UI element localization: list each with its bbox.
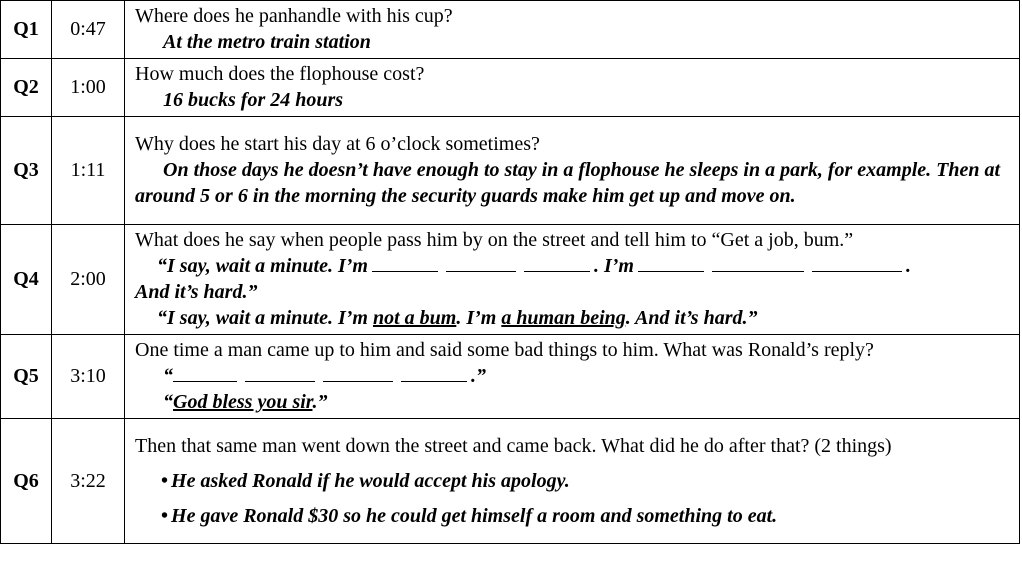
question-id: Q6 — [1, 419, 52, 544]
table-row — [1, 225, 1020, 335]
question-id: Q2 — [1, 59, 52, 117]
question-id: Q3 — [1, 117, 52, 225]
answer-part: “ — [163, 391, 173, 413]
table-row — [1, 117, 1020, 225]
question-cell — [125, 117, 1020, 225]
answer-blank — [401, 363, 467, 382]
answer-blank — [323, 363, 393, 382]
answer-text: On those days he doesn’t have enough to stay in a flophouse he sleeps in a park, for example. Then at around 5 or 6 in the morning the security guards make him get up and move on. — [135, 159, 1001, 207]
timestamp: 1:00 — [52, 59, 125, 117]
answer-blank — [372, 253, 438, 272]
question-cell — [125, 225, 1020, 335]
question-cell — [125, 419, 1020, 544]
question-cell — [125, 59, 1020, 117]
table-row — [1, 59, 1020, 117]
answer-text: 16 bucks for 24 hours — [163, 89, 344, 111]
fill-in-prompt — [135, 253, 1011, 279]
bullet-icon: • — [161, 504, 169, 527]
prompt-part: . I’m — [593, 255, 634, 277]
answer-blank — [524, 253, 590, 272]
question-id: Q1 — [1, 1, 52, 59]
prompt-part: “I say, wait a minute. I’m — [157, 255, 368, 277]
answer-bullet — [135, 503, 1011, 529]
answer-bullet — [135, 468, 1011, 494]
answer-blank — [245, 363, 315, 382]
timestamp: 2:00 — [52, 225, 125, 335]
question-text: What does he say when people pass him by on the street and tell him to “Get a job, bum.” — [135, 229, 854, 251]
question-text: Where does he panhandle with his cup? — [135, 5, 453, 27]
answer-underlined: not a bum — [372, 307, 457, 329]
timestamp: 1:11 — [52, 117, 125, 225]
question-text: How much does the flophouse cost? — [135, 63, 425, 85]
answer-part: “I say, wait a minute. I’m — [157, 307, 373, 329]
prompt-part: .” — [471, 365, 486, 387]
question-id: Q5 — [1, 335, 52, 419]
question-cell — [125, 1, 1020, 59]
bullet-icon: • — [161, 469, 169, 492]
answer-part: . I’m — [456, 307, 502, 329]
table-row — [1, 1, 1020, 59]
answer-blank — [638, 253, 704, 272]
table-row — [1, 419, 1020, 544]
prompt-part: And it’s hard.” — [135, 281, 258, 303]
answer-part: . And it’s hard.” — [625, 307, 758, 329]
fill-in-prompt — [135, 363, 1011, 389]
question-text: Why does he start his day at 6 o’clock sometimes? — [135, 133, 540, 155]
question-id: Q4 — [1, 225, 52, 335]
prompt-part: . — [905, 255, 911, 277]
answer-underlined: a human being — [501, 307, 626, 329]
bullet-text: He asked Ronald if he would accept his apology. — [171, 469, 570, 492]
bullet-text: He gave Ronald $30 so he could get himself a room and something to eat. — [171, 504, 778, 527]
question-text: One time a man came up to him and said some bad things to him. What was Ronald’s reply? — [135, 339, 874, 361]
answer-blank — [446, 253, 516, 272]
answer-text — [135, 389, 1011, 415]
prompt-part: “ — [163, 365, 173, 387]
answer-part: .” — [312, 391, 328, 413]
answer-text — [135, 305, 1011, 331]
question-text: Then that same man went down the street and came back. What did he do after that? (2 things) — [135, 434, 892, 457]
answer-blank — [712, 253, 804, 272]
timestamp: 3:10 — [52, 335, 125, 419]
answer-text: At the metro train station — [163, 31, 371, 53]
table-row — [1, 335, 1020, 419]
timestamp: 3:22 — [52, 419, 125, 544]
answer-blank — [812, 253, 902, 272]
answer-blank — [173, 363, 237, 382]
timestamp: 0:47 — [52, 1, 125, 59]
answer-underlined: God bless you sir — [173, 391, 313, 413]
question-cell — [125, 335, 1020, 419]
